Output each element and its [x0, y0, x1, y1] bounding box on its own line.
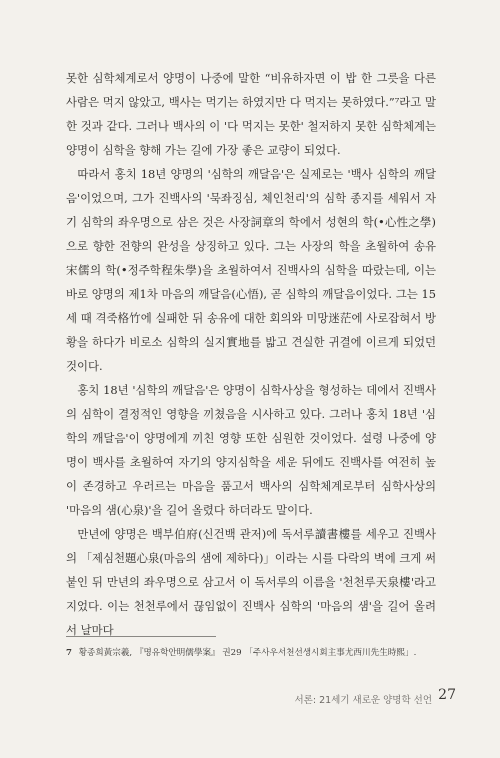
body-text: [66, 66, 436, 642]
paragraph: 만년에 양명은 백부伯府(신건백 관저)에 독서루讀書樓를 세우고 진백사의 「제심천題心泉(마음의 샘에 제하다)」이라는 시를 다락의 벽에 크게 써 붙인 뒤 만년의 좌우명으로 삼고서 이 독서루의 이름을 '천천루天泉樓'라고 지었다. 이는 천천루에서 끊임없이 진백사 심학의 '마음의 샘'을 길어 올려서 날마다: [66, 527, 436, 637]
paragraph: 따라서 홍치 18년 양명의 '심학의 깨달음'은 실제로는 '백사 심학의 깨달음'이었으며, 그가 진백사의 '묵좌징심, 체인천리'의 심학 종지를 세워서 자기 심학의 좌우명으로 삼은 것은 사장詞章의 학에서 성현의 학(•心性之學)으로 향한 전향의 완성을 상징하고 있다. 그는 사장의 학을 초월하여 송유宋儒의 학(•정주학程朱學)을 초월하여서 진백사의 심학을 따랐는데, 이는 바로 양명의 제1차 마음의 깨달음(心悟), 곧 심학의 깨달음이었다. 그는 15세 때 격죽格竹에 실패한 뒤 송유에 대한 회의와 미망迷茫에 사로잡혀서 방황을 하다가 비로소 심학의 실지實地를 밟고 견실한 귀결에 이르게 되었던 것이다.: [66, 167, 436, 373]
footnote: [66, 646, 436, 660]
paragraph: 홍치 18년 '심학의 깨달음'은 양명이 심학사상을 형성하는 데에서 진백사의 심학이 결정적인 영향을 끼쳤음을 시사하고 있다. 그러나 홍치 18년 '심학의 깨달음'이 양명에게 끼친 영향 또한 심원한 것이었다. 설령 나중에 양명이 백사를 초월하여 자기의 양지심학을 세운 뒤에도 진백사를 여전히 높이 존경하고 우러르는 마음을 품고서 백사의 심학체계로부터 심학사상의 '마음의 샘(心泉)'을 길어 올렸다 하더라도 말이다.: [66, 383, 436, 517]
footnote-divider: [66, 636, 216, 637]
footnote-text: 황종희黃宗羲, 『명유학안明儒學案』 권29 「주사우서천선생시회主事尤西川先生時熙」.: [78, 648, 417, 658]
running-title: 서론: 21세기 새로운 양명학 선언: [294, 695, 432, 706]
paragraph: 못한 심학체계로서 양명이 나중에 말한 “비유하자면 이 밥 한 그릇을 다른 사람은 먹지 않았고, 백사는 먹기는 하였지만 다 먹지는 못하였다.”⁷라고 말한 것과 같다. 그러나 백사의 이 '다 먹지는 못한' 철저하지 못한 심학체계는 양명이 심학을 향해 가는 길에 가장 좋은 교량이 되었다.: [66, 71, 436, 157]
footnote-number: 7: [66, 648, 72, 658]
page-number: 27: [438, 687, 456, 703]
